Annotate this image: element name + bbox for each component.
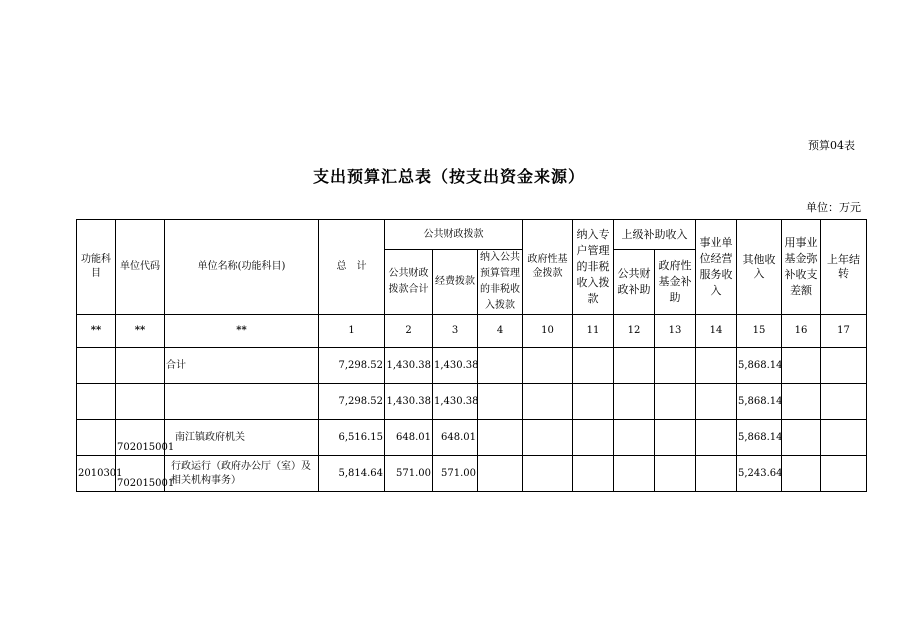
unit-name-cell	[165, 384, 319, 420]
header-upper-gov-fund: 政府性基金补助	[655, 250, 696, 315]
table-row	[77, 348, 867, 384]
unit-code-cell	[116, 384, 165, 420]
index-cell: **	[77, 315, 116, 348]
header-unit-name: 单位名称(功能科目)	[165, 220, 319, 315]
table-row	[77, 456, 867, 492]
index-cell: 17	[821, 315, 867, 348]
pf-total-cell: 648.01	[385, 420, 433, 456]
unit-name-cell: 合计	[165, 348, 319, 384]
other-income-cell: 5,868.14	[737, 384, 782, 420]
pf-total-cell: 1,430.38	[385, 348, 433, 384]
index-cell: 12	[614, 315, 655, 348]
header-public-fiscal: 公共财政拨款	[385, 220, 523, 250]
page-title: 支出预算汇总表（按支出资金来源）	[312, 167, 585, 186]
funding-cell: 1,430.38	[433, 348, 478, 384]
header-other-income: 其他收入	[737, 220, 782, 315]
header-total: 总 计	[319, 220, 385, 315]
header-special-nontax: 纳入专户管理的非税收入拨款	[573, 220, 614, 315]
unit-name-cell: 南江镇政府机关	[165, 420, 319, 456]
index-cell: 11	[573, 315, 614, 348]
header-public-nontax: 纳入公共预算管理的非税收入拨款	[478, 250, 523, 315]
func-code-cell: 2010301	[77, 456, 116, 492]
index-cell: **	[116, 315, 165, 348]
index-cell: 10	[523, 315, 573, 348]
budget-table	[76, 219, 867, 492]
total-cell: 5,814.64	[319, 456, 385, 492]
header-funding: 经费拨款	[433, 250, 478, 315]
table-row	[77, 420, 867, 456]
index-cell: 15	[737, 315, 782, 348]
unit-code-cell: 702015001	[116, 420, 165, 456]
unit-label: 单位：万元	[806, 201, 861, 214]
header-row-1	[77, 220, 867, 250]
header-gov-fund: 政府性基金拨款	[523, 220, 573, 315]
table-row	[77, 384, 867, 420]
total-cell: 7,298.52	[319, 384, 385, 420]
unit-code-cell: 702015001	[116, 456, 165, 492]
index-cell: 1	[319, 315, 385, 348]
pf-total-cell: 571.00	[385, 456, 433, 492]
header-last-year: 上年结转	[821, 220, 867, 315]
index-cell: 13	[655, 315, 696, 348]
unit-name-cell: 行政运行（政府办公厅（室）及相关机构事务）	[165, 456, 319, 492]
total-cell: 6,516.15	[319, 420, 385, 456]
unit-code-cell	[116, 348, 165, 384]
func-code-cell	[77, 348, 116, 384]
index-cell: 4	[478, 315, 523, 348]
header-upper-subsidy: 上级补助收入	[614, 220, 696, 250]
other-income-cell: 5,868.14	[737, 420, 782, 456]
funding-cell: 571.00	[433, 456, 478, 492]
index-cell: 3	[433, 315, 478, 348]
header-unit-code: 单位代码	[116, 220, 165, 315]
funding-cell: 648.01	[433, 420, 478, 456]
header-upper-public: 公共财政补助	[614, 250, 655, 315]
total-cell: 7,298.52	[319, 348, 385, 384]
index-cell: 14	[696, 315, 737, 348]
header-func-code: 功能科目	[77, 220, 116, 315]
header-public-fiscal-total: 公共财政拨款合计	[385, 250, 433, 315]
index-cell: 2	[385, 315, 433, 348]
funding-cell: 1,430.38	[433, 384, 478, 420]
form-number: 预算04表	[808, 139, 855, 152]
func-code-cell	[77, 420, 116, 456]
other-income-cell: 5,868.14	[737, 348, 782, 384]
header-fund-make-up: 用事业基金弥补收支差额	[782, 220, 821, 315]
func-code-cell	[77, 384, 116, 420]
index-cell: 16	[782, 315, 821, 348]
other-income-cell: 5,243.64	[737, 456, 782, 492]
header-business-income: 事业单位经营服务收入	[696, 220, 737, 315]
index-cell: **	[165, 315, 319, 348]
index-row	[77, 315, 867, 348]
pf-total-cell: 1,430.38	[385, 384, 433, 420]
